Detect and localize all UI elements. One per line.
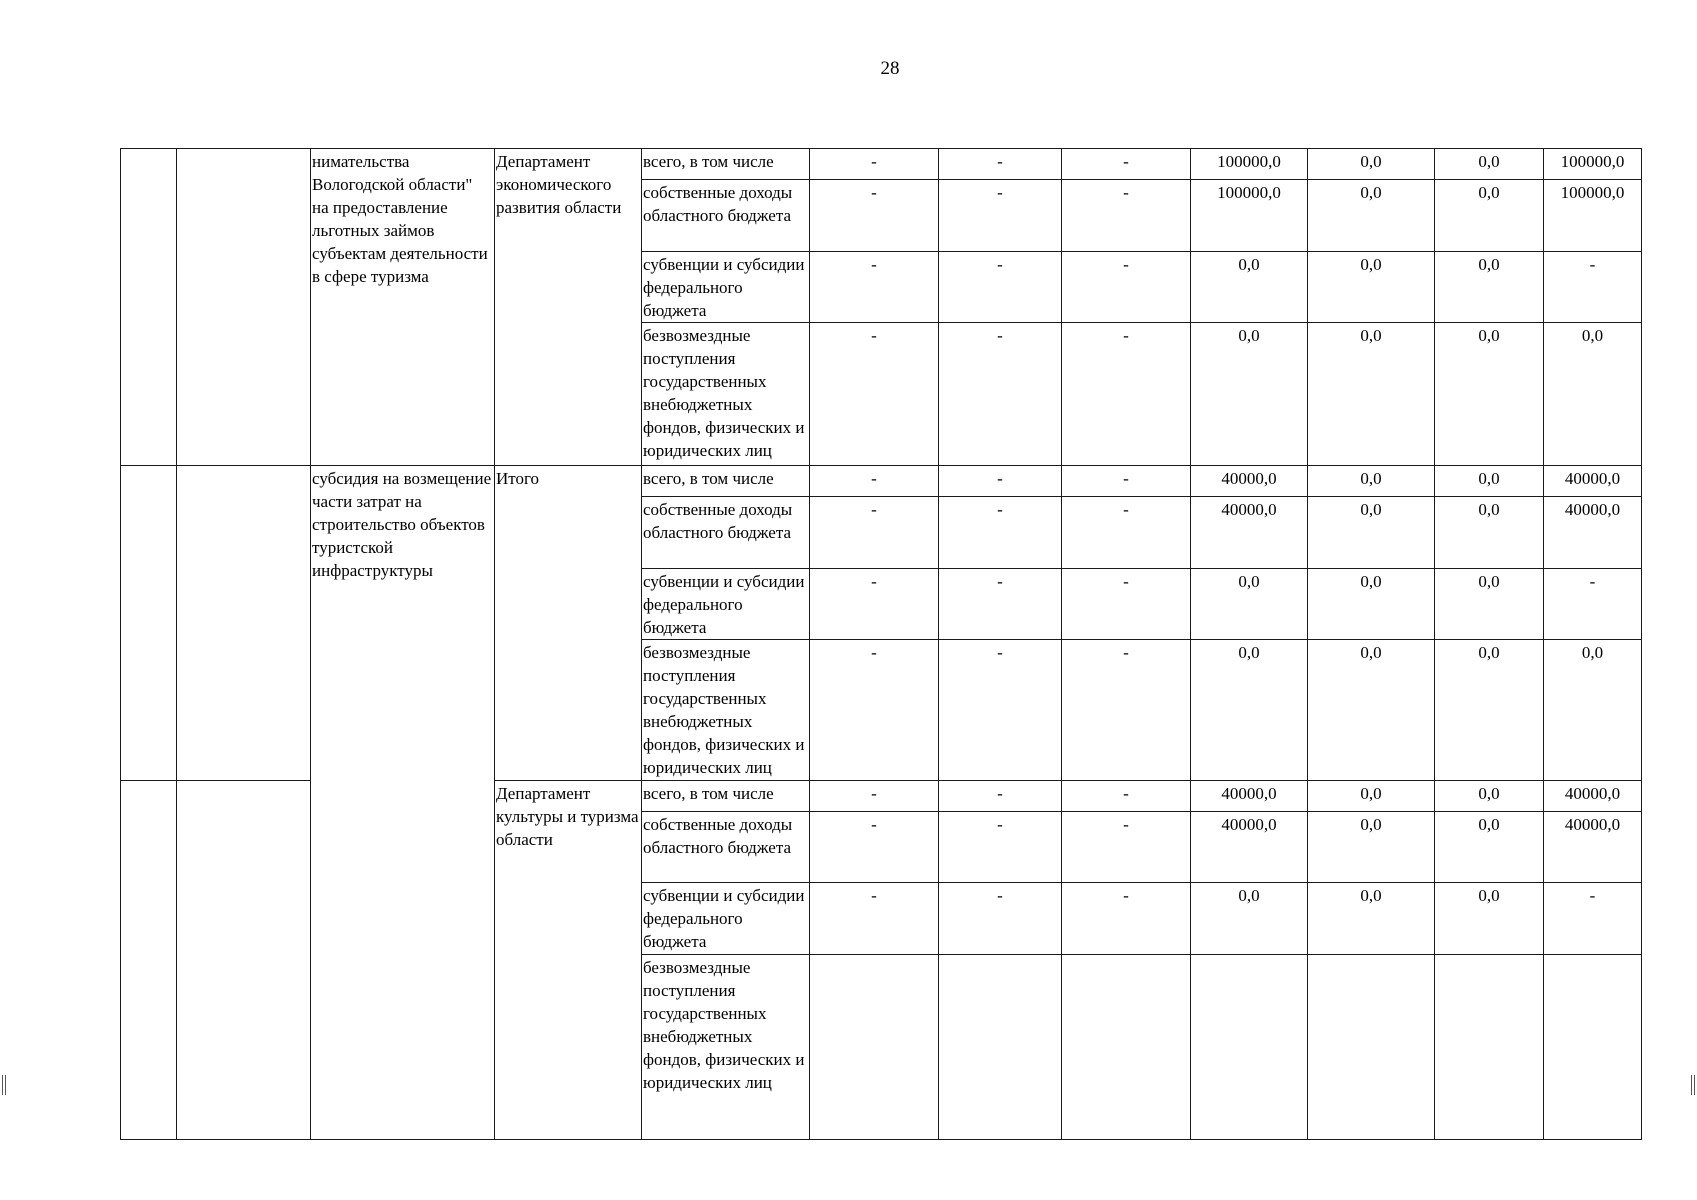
value-text: 0,0 [1360, 642, 1382, 662]
value-cell [1544, 149, 1642, 180]
value-cell [1308, 251, 1435, 322]
value-cell [1308, 780, 1435, 811]
value-cell [1544, 323, 1642, 466]
program-cell: нимательства Вологодской области" на предоставление льготных займов субъектам деятельности в сфере туризма [311, 149, 495, 466]
value-cell [1308, 180, 1435, 251]
value-text: - [871, 468, 877, 488]
value-text: 100000,0 [1217, 183, 1281, 203]
value-cell [939, 883, 1062, 954]
value-text: 0,0 [1478, 886, 1500, 906]
value-cell [1435, 251, 1544, 322]
value-text: - [871, 152, 877, 171]
value-text: 0,0 [1238, 326, 1260, 346]
value-text: - [871, 814, 877, 834]
value-cell [939, 465, 1062, 496]
value-cell [1308, 149, 1435, 180]
value-text: - [997, 500, 1003, 520]
row-code-cell [177, 149, 311, 466]
value-cell [1191, 954, 1308, 1139]
funding-source-cell: субвенции и субсидии федерального бюджета [642, 568, 810, 639]
executor-cell: Департамент культуры и туризма области [495, 780, 642, 1139]
value-cell [939, 568, 1062, 639]
table-row [121, 465, 1642, 496]
value-cell [1544, 883, 1642, 954]
value-cell [810, 251, 939, 322]
value-text: - [1123, 783, 1129, 803]
value-text: - [871, 326, 877, 346]
value-cell [1062, 180, 1191, 251]
value-cell [1191, 497, 1308, 568]
value-cell [939, 639, 1062, 780]
value-cell [1062, 251, 1191, 322]
funding-source-cell: собственные доходы областного бюджета [642, 811, 810, 882]
funding-source-cell: субвенции и субсидии федерального бюджета [642, 883, 810, 954]
funding-source-cell: собственные доходы областного бюджета [642, 180, 810, 251]
value-cell [1308, 883, 1435, 954]
value-text: - [997, 152, 1003, 171]
value-text: - [1589, 254, 1596, 274]
value-cell [1191, 180, 1308, 251]
budget-table [120, 148, 1642, 1140]
funding-source-cell: безвозмездные поступления государственных внебюджетных фондов, физических и юридических лиц [642, 323, 810, 466]
value-text: - [871, 500, 877, 520]
value-cell [1191, 465, 1308, 496]
value-cell [810, 639, 939, 780]
value-cell [1062, 149, 1191, 180]
value-text: 40000,0 [1221, 500, 1277, 520]
value-text: - [1123, 254, 1129, 274]
value-cell [1435, 465, 1544, 496]
value-cell [1544, 497, 1642, 568]
value-text: - [1123, 326, 1129, 346]
value-text: - [1123, 886, 1129, 906]
value-text: 0,0 [1360, 886, 1382, 906]
value-text: - [871, 254, 877, 274]
value-cell [1308, 639, 1435, 780]
value-text: 0,0 [1478, 468, 1500, 488]
value-text: 0,0 [1581, 642, 1604, 662]
value-cell [1062, 811, 1191, 882]
value-cell [810, 780, 939, 811]
value-cell [1435, 811, 1544, 882]
value-text: - [997, 468, 1003, 488]
value-cell [1062, 568, 1191, 639]
value-text: - [997, 783, 1003, 803]
value-cell [810, 954, 939, 1139]
value-text: 0,0 [1360, 783, 1382, 803]
value-cell [1191, 811, 1308, 882]
row-index-cell [121, 780, 177, 1139]
value-text: 100000,0 [1560, 152, 1625, 171]
funding-source-cell: безвозмездные поступления государственных внебюджетных фондов, физических и юридических лиц [642, 639, 810, 780]
value-text: 0,0 [1360, 500, 1382, 520]
value-cell [1544, 780, 1642, 811]
value-text: 0,0 [1360, 254, 1382, 274]
value-cell [1435, 568, 1544, 639]
value-cell [810, 883, 939, 954]
value-text: 0,0 [1478, 783, 1500, 803]
value-cell [939, 251, 1062, 322]
value-cell [1191, 323, 1308, 466]
row-code-cell [177, 465, 311, 780]
value-text: - [1123, 814, 1129, 834]
value-cell [1308, 568, 1435, 639]
value-text: - [1589, 571, 1596, 591]
value-text: 0,0 [1360, 468, 1382, 488]
value-cell [1191, 883, 1308, 954]
value-text: 40000,0 [1221, 814, 1277, 834]
value-text: - [871, 783, 877, 803]
value-cell [1308, 465, 1435, 496]
value-text: 0,0 [1478, 642, 1500, 662]
value-text: - [1589, 886, 1596, 906]
funding-source-cell: всего, в том числе [642, 780, 810, 811]
value-text: - [871, 183, 877, 203]
value-text: 0,0 [1238, 642, 1260, 662]
value-text: 0,0 [1478, 814, 1500, 834]
value-text: 40000,0 [1564, 814, 1621, 834]
value-cell [1308, 323, 1435, 466]
value-cell [1062, 639, 1191, 780]
value-text: - [871, 642, 877, 662]
value-cell [810, 568, 939, 639]
value-cell [1062, 497, 1191, 568]
value-text: 0,0 [1238, 886, 1260, 906]
value-cell [1191, 149, 1308, 180]
value-text: - [1123, 571, 1129, 591]
value-cell [1062, 954, 1191, 1139]
program-cell: субсидия на возмещение части затрат на строительство объектов туристской инфраструктуры [311, 465, 495, 1139]
row-code-cell [177, 780, 311, 1139]
value-cell [1544, 568, 1642, 639]
executor-cell: Департамент экономического развития области [495, 149, 642, 466]
value-cell [1544, 180, 1642, 251]
value-cell [810, 497, 939, 568]
value-text: - [997, 183, 1003, 203]
value-cell [939, 497, 1062, 568]
value-cell [939, 811, 1062, 882]
value-text: - [997, 642, 1003, 662]
value-text: 40000,0 [1564, 500, 1621, 520]
value-text: 0,0 [1360, 183, 1382, 203]
value-text: 0,0 [1360, 814, 1382, 834]
value-text: 0,0 [1478, 571, 1500, 591]
value-cell [1191, 639, 1308, 780]
value-cell [1062, 780, 1191, 811]
value-text: - [997, 571, 1003, 591]
page-number: 28 [880, 58, 900, 79]
value-cell [1435, 780, 1544, 811]
value-cell [1191, 568, 1308, 639]
value-text: 0,0 [1478, 183, 1500, 203]
value-text: 40000,0 [1221, 468, 1277, 488]
value-text: - [997, 814, 1003, 834]
value-text: 0,0 [1238, 571, 1260, 591]
value-text: 0,0 [1478, 500, 1500, 520]
value-text: - [1123, 500, 1129, 520]
value-cell [1435, 180, 1544, 251]
value-text: 40000,0 [1564, 783, 1621, 803]
value-text: - [1123, 183, 1129, 203]
row-index-cell [121, 149, 177, 466]
funding-source-cell: субвенции и субсидии федерального бюджета [642, 251, 810, 322]
value-cell [1435, 954, 1544, 1139]
value-cell [1435, 497, 1544, 568]
value-cell [1308, 811, 1435, 882]
value-cell [1544, 465, 1642, 496]
value-cell [1191, 780, 1308, 811]
value-text: 100000,0 [1217, 152, 1281, 171]
value-text: 100000,0 [1560, 183, 1625, 203]
scan-edge-mark-right [1691, 1075, 1695, 1095]
value-cell [1435, 149, 1544, 180]
value-cell [1435, 883, 1544, 954]
value-cell [1062, 465, 1191, 496]
value-cell [1435, 323, 1544, 466]
value-cell [1435, 639, 1544, 780]
value-text: 0,0 [1478, 326, 1500, 346]
value-cell [1308, 497, 1435, 568]
value-text: 0,0 [1360, 152, 1382, 171]
value-cell [939, 954, 1062, 1139]
value-text: - [1123, 468, 1129, 488]
funding-source-cell: всего, в том числе [642, 149, 810, 180]
value-cell [939, 780, 1062, 811]
value-cell [1308, 954, 1435, 1139]
value-text: 0,0 [1581, 326, 1604, 346]
value-cell [939, 149, 1062, 180]
value-cell [1544, 251, 1642, 322]
value-text: 0,0 [1360, 571, 1382, 591]
value-text: - [1123, 152, 1129, 171]
value-text: - [1123, 642, 1129, 662]
value-text: - [997, 326, 1003, 346]
value-text: 40000,0 [1221, 783, 1277, 803]
funding-source-cell: безвозмездные поступления государственных внебюджетных фондов, физических и юридических лиц [642, 954, 810, 1139]
value-text: 0,0 [1478, 152, 1500, 171]
value-text: - [997, 254, 1003, 274]
funding-source-cell: всего, в том числе [642, 465, 810, 496]
table-row [121, 149, 1642, 180]
value-text: - [997, 886, 1003, 906]
value-cell [810, 465, 939, 496]
value-cell [1062, 323, 1191, 466]
value-text: 40000,0 [1564, 468, 1621, 488]
value-cell [1191, 251, 1308, 322]
value-text: - [871, 571, 877, 591]
value-cell [939, 180, 1062, 251]
executor-cell: Итого [495, 465, 642, 780]
value-cell [810, 323, 939, 466]
value-cell [1544, 811, 1642, 882]
row-index-cell [121, 465, 177, 780]
value-cell [1544, 954, 1642, 1139]
value-cell [810, 811, 939, 882]
value-cell [810, 149, 939, 180]
value-cell [1062, 883, 1191, 954]
value-text: - [871, 886, 877, 906]
scan-edge-mark-left [2, 1075, 6, 1095]
value-cell [1544, 639, 1642, 780]
funding-source-cell: собственные доходы областного бюджета [642, 497, 810, 568]
value-text: 0,0 [1360, 326, 1382, 346]
value-text: 0,0 [1478, 254, 1500, 274]
value-text: 0,0 [1238, 254, 1260, 274]
value-cell [939, 323, 1062, 466]
value-cell [810, 180, 939, 251]
